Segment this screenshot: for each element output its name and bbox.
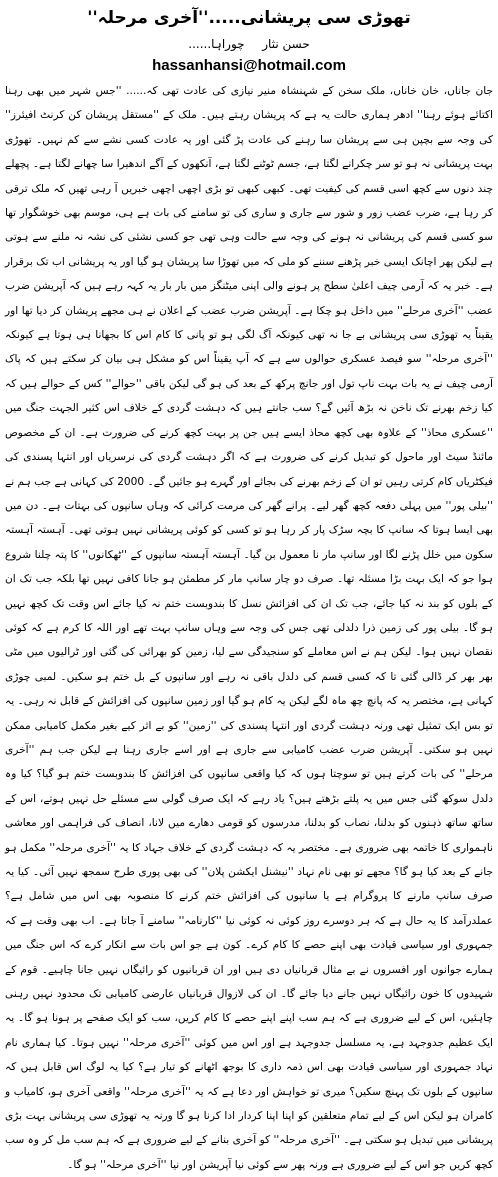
column-name: چوراہا...... — [188, 37, 245, 51]
author-name: حسن نثار — [262, 37, 310, 51]
byline — [5, 34, 493, 54]
article-title: تھوڑی سی پریشانی.....''آخری مرحلہ'' — [87, 8, 411, 28]
author-email: hassanhansi@hotmail.com — [152, 57, 346, 74]
article-body: جان جاناں، خان خاناں، ملک سخن کے شہنشاہ منیر نیازی کی عادت تھی کہ...... ''جس شہر میں بھی رہنا اکتائے ہوئے رہنا'' ادھر ہماری حالت یہ ہے کہ پریشان رہتے ہیں۔ ملک کے ''مستقل پریشان کن کرنٹ افیئرز'' کی وجہ سے بچپن ہی سے پریشان سا رہنے کی عادت پڑ گئی اور یہ عادت کسی نشے سے کم نہیں۔ تھوڑی بہت پریشانی نہ ہو تو سر چکرانے لگتا ہے، جسم ٹوٹنے لگتا ہے، آنکھوں کے آگے اندھیرا سا چھانے لگتا ہے۔ پچھلے چند دنوں سے کچھ اسی قسم کی کیفیت تھی۔ کبھی کبھی تو بڑی اچھی اچھی خبریں آ رہی تھیں کہ ملک ترقی کر رہا ہے، ضرب عضب زور و شور سے جاری و ساری کی تو سامنے کی بات ہے ہی، موسم بھی خوشگوار تھا سو کسی قسم کی پریشانی نہ ہونے کی وجہ سے حالت وہی تھی جو کسی نشئی کی نشہ نہ ملنے سے ہوتی ہے لیکن پھر اچانک ایسی خبر پڑھنے سننے کو ملی کہ میں تھوڑا سا پریشان ہو گیا اور یہ پریشانی اب تک برقرار ہے۔ خبر یہ کہ آرمی چیف اعلیٰ سطح پر ہونے والی اپنی میٹنگز میں بار بار یہ کہہ رہے ہیں کہ آپریشن ضرب عضب ''آخری مرحلے'' میں داخل ہو چکا ہے۔ آپریشن ضرب عضب کے اعلان نے ہی مجھے پریشان کر دیا تھا اور یقیناً یہ تھوڑی سی پریشانی بے جا نہ تھی کیونکہ آگ لگی ہو تو پانی کا کام اس کا بجھانا ہی ہوتا ہے کیونکہ ''آخری مرحلہ'' سو فیصد عسکری حوالوں سے ہے کہ آپ یقیناً اس کو مشکل ہی بیان کر سکتے ہیں کہ پاک آرمی چیف نے یہ بات بہت ناپ تول اور جانچ پرکھ کے بعد کی ہو گی لیکن باقی ''حوالے'' کس کے حوالے ہیں کہ کیا زخم بھرنے تک ناخن نہ بڑھ آئیں گے؟ سب جانتے ہیں کہ دہشت گردی کے خلاف اس کثیر الجہت جنگ میں ''عسکری محاذ'' کے علاوہ بھی کچھ محاذ ایسے ہیں جن پر بہت کچھ کرنے کی ضرورت ہے۔ ان کے مخصوص مائنڈ سیٹ اور ماحول کو تبدیل کرنے کی ضرورت ہے کہ اگر دہشت گردی کی نرسریاں اور انتہا پسندی کی فیکٹریاں کام کرتی رہیں تو ان کے زخم بھرنے کی بجائے اور گہرے ہو جائیں گے۔ 2000 کی کہانی ہے جب ہم نے ''بیلی پور'' میں پہلی دفعہ کچھ گھر لیے۔ پرانے گھر کی مرمت کرائی کہ وہاں سانپوں کی بہتات ہے۔ دن میں بھی ایسا ہوتا کہ سانپ کا بچہ سڑک پار کر رہا ہو تو کسی کو کوئی پریشانی نہیں ہوتی تھی۔ آہستہ آہستہ سکون میں خلل پڑنے لگا اور سانپ مار نا معمول بن گیا۔ آہستہ آہستہ سانپوں کے ''ٹھکانوں'' کا پتہ چلنا شروع ہوا جو کہ ایک بہت بڑا مسئلہ تھا۔ صرف دو چار سانپ مار کر مطمئن ہو جانا کافی نہیں تھا بلکہ جب تک ان کے بلوں کو بند نہ کیا جائے، جب تک ان کی افزائش نسل کا بندوبست ختم نہ کیا جائے اس وقت تک کچھ نہیں ہو گا۔ بیلی پور کی زمین ذرا دلدلی تھی جس کی وجہ سے وہاں سانپ بہت تھے اور اللہ کا کرم ہے کہ کوئی نقصان نہیں ہوا۔ لیکن ہم نے اس معاملے کو سنجیدگی سے لیا، زمین کو بھرائی کی گئی اور ٹرالیوں میں مٹی بھر بھر کر ڈالی گئی تا کہ کسی قسم کی دلدل باقی نہ رہے اور سانپوں کے بل ختم ہو سکیں۔ لمبی چوڑی کہانی ہے، مختصر یہ کہ پانچ چھ ماہ لگے لیکن یہ کام ہو گیا اور زمین سانپوں کی افزائش کے قابل نہ رہی۔ یہ تو بس ایک تمثیل تھی ورنہ دہشت گردی اور انتہا پسندی کی ''زمین'' کو بے اثر کیے بغیر مکمل کامیابی ممکن نہیں ہو سکتی۔ آپریشن ضرب عضب کامیابی سے جاری ہے اور اسے جاری رہنا ہے لیکن جب ہم ''آخری مرحلے'' کی بات کرتے ہیں تو سوچتا ہوں کہ کیا واقعی سانپوں کی افزائش کا بندوبست ختم ہو گیا؟ کیا وہ دلدل سوکھ گئی جس میں یہ پلتے بڑھتے ہیں؟ یاد رہے کہ ایک صرف گولی سے مسئلے حل نہیں ہوتے، اس کے ساتھ ساتھ ذہنوں کو بدلنا، نصاب کو بدلنا، مدرسوں کو قومی دھارے میں لانا، انصاف کی فراہمی اور معاشی ناہمواری کا خاتمہ بھی ضروری ہے۔ مختصر یہ کہ دہشت گردی کے خلاف جہاد کا یہ ''آخری مرحلہ'' مکمل ہو جانے کے بعد کیا ہو گا؟ مجھے تو بھی نام نہاد ''نیشنل ایکشن پلان'' کی بھی پوری طرح سمجھ نہیں آئی۔ کیا یہ صرف سانپ مارنے کا پروگرام ہے یا سانپوں کی افزائش ختم کرنے کا منصوبہ بھی اس میں شامل ہے؟ عملدرآمد کا یہ حال ہے کہ ہر دوسرے روز کوئی نہ کوئی نیا ''کارنامہ'' سامنے آ جاتا ہے۔ اب بھی وقت ہے کہ جمہوری اور سیاسی قیادت بھی اپنے حصے کا کام کرے۔ کون ہے جو اس بات سے انکار کرے کہ اس جنگ میں ہمارے جوانوں اور افسروں نے بے مثال قربانیاں دی ہیں اور ان قربانیوں کو رائیگاں نہیں جانا چاہیے۔ قوم کے شہیدوں کا خون رائیگاں نہیں جانے دیا جائے گا۔ ان کی لازوال قربانیاں عارضی کامیابی تک محدود نہیں رہنی چاہئیں، اس کے لیے ضروری ہے کہ ہم سب اپنے اپنے حصے کا کام کریں، سب کو ایک صفحے پر ہونا ہو گا۔ یہ ایک عظیم جدوجہد ہے، یہ مسلسل جدوجہد ہے اور اس میں کوئی ''آخری مرحلہ'' نہیں ہوتا۔ کیا ہماری نام نہاد جمہوری اور سیاسی قیادت بھی اس ذمہ داری کا بوجھ اٹھانے کو تیار ہے؟ کیا یہ لوگ اس قابل ہیں کہ سانپوں کے بلوں تک پہنچ سکیں؟ میری تو خواہش اور دعا ہے کہ یہ ''آخری مرحلہ'' واقعی آخری ہو، کامیاب و کامران ہو لیکن اس کے لیے تمام متعلقین کو اپنا اپنا کردار ادا کرنا ہو گا ورنہ یہ تھوڑی سی پریشانی بہت بڑی پریشانی میں تبدیل ہو سکتی ہے۔ ''آخری مرحلہ'' کو آخری بنانے کے لیے ضروری ہے کہ ہم سب مل کر وہ سب کچھ کریں جو اس کے لیے ضروری ہے ورنہ پھر سے کوئی نیا آپریشن اور نیا ''آخری مرحلہ'' ہو گا۔ — [5, 85, 493, 1171]
